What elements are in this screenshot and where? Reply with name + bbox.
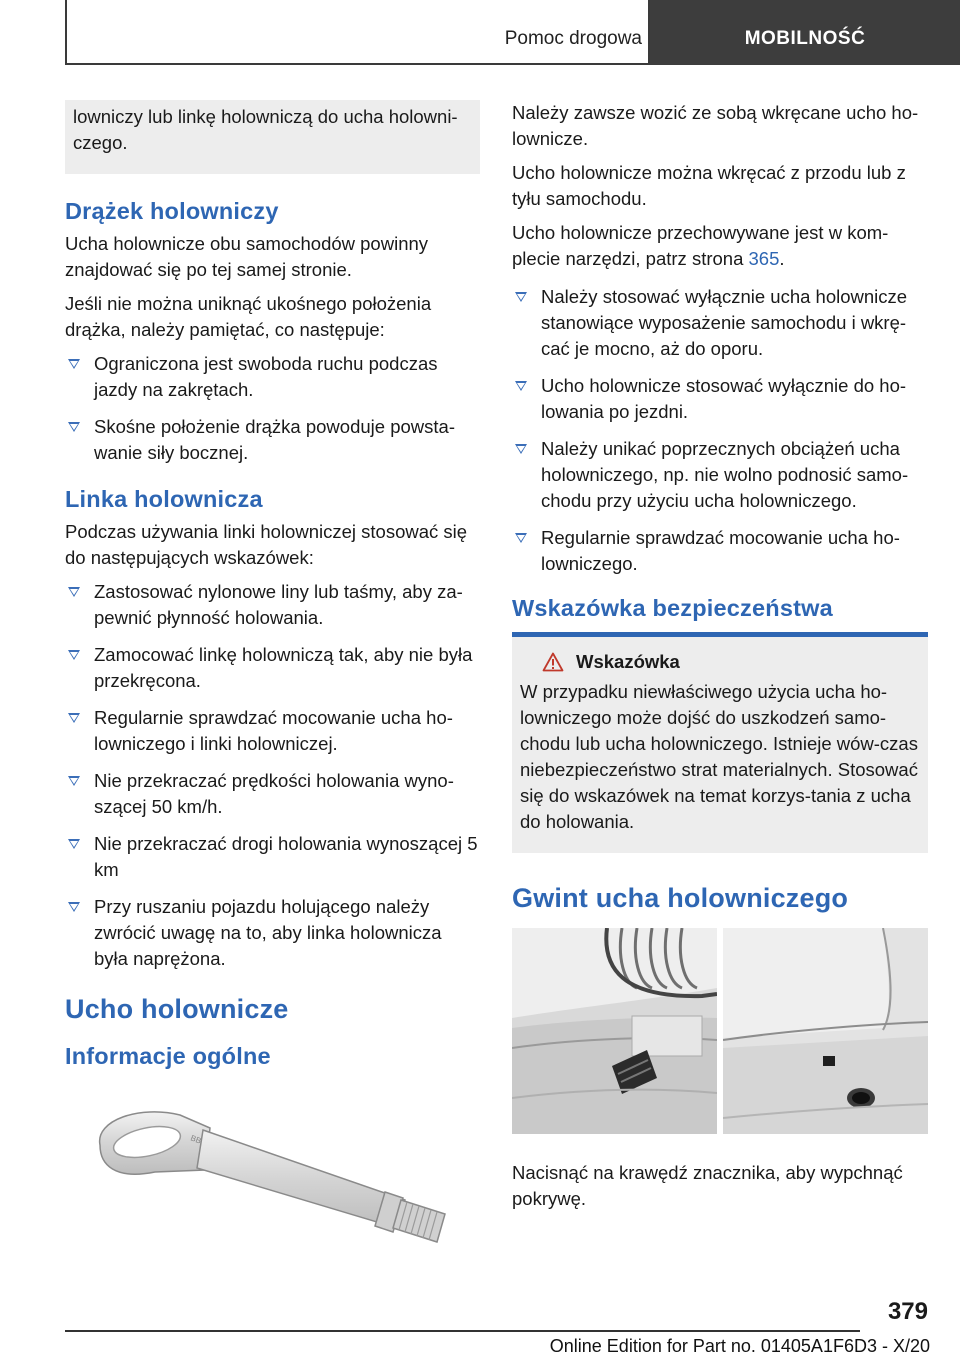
list-item: Regularnie sprawdzać mocowanie ucha ho-lowniczego i linki holowniczej.: [65, 705, 480, 757]
warning-box: [512, 637, 928, 853]
drazek-paragraph-2: Jeśli nie można uniknąć ukośnego położenia drążka, należy pamiętać, co następuje:: [65, 293, 432, 340]
list-item: Ograniczona jest swoboda ruchu podczas jazdy na zakrętach.: [65, 351, 480, 403]
heading-ucho: Ucho holownicze: [65, 994, 289, 1024]
header-section-title: Pomoc drogowa: [504, 28, 642, 49]
drazek-paragraph-1: Ucha holownicze obu samochodów powinny znajdować się po tej samej stronie.: [65, 233, 429, 280]
header-rule-left: [65, 0, 67, 64]
heading-drazek: Drążek holowniczy: [65, 198, 279, 224]
bullet-triangle-icon: [515, 533, 527, 543]
bullet-triangle-icon: [68, 422, 80, 432]
bullet-triangle-icon: [68, 587, 80, 597]
warning-text: W przypadku niewłaściwego użycia ucha ho-lowniczego może dojść do uszkodzeń samo-chodu lub ucha holowniczego. Istnieje wów-czas niebezpieczeństwo strat materialnych. Stosować się do wskazówek na temat korzys-tania z ucha do holowania.: [520, 681, 918, 832]
list-item: Nie przekraczać drogi holowania wynoszącej 5 km: [65, 831, 480, 883]
list-item: Zastosować nylonowe liny lub taśmy, aby za-pewnić płynność holowania.: [65, 579, 480, 631]
bullet-triangle-icon: [68, 650, 80, 660]
ucho-list: [512, 284, 928, 577]
list-item: Zamocować linkę holowniczą tak, aby nie była przekręcona.: [65, 642, 480, 694]
front-bumper-photo: [512, 928, 717, 1134]
list-item: Należy unikać poprzecznych obciążeń ucha holowniczego, np. nie wolno podnosić samo-chodu przy użyciu ucha holowniczego.: [512, 436, 928, 514]
gwint-paragraph: Nacisnąć na krawędź znacznika, aby wypchnąć pokrywę.: [512, 1162, 903, 1209]
rear-bumper-photo: [723, 928, 928, 1134]
heading-safety: Wskazówka bezpieczeństwa: [512, 595, 833, 621]
page-number: 379: [887, 1298, 928, 1325]
header-rule-bottom: [65, 63, 650, 65]
gwint-photos: [512, 928, 928, 1134]
bullet-triangle-icon: [68, 713, 80, 723]
list-item: Nie przekraczać prędkości holowania wyno-szącej 50 km/h.: [65, 768, 480, 820]
list-item: Skośne położenie drążka powoduje powsta-wanie siły bocznej.: [65, 414, 480, 466]
bullet-triangle-icon: [68, 839, 80, 849]
warning-triangle-icon: [542, 652, 564, 672]
heading-gwint: Gwint ucha holowniczego: [512, 883, 849, 913]
bullet-triangle-icon: [68, 902, 80, 912]
bullet-triangle-icon: [515, 381, 527, 391]
tow-hook-illustration: [65, 1100, 480, 1255]
bullet-triangle-icon: [68, 359, 80, 369]
ucho-paragraph-1: Należy zawsze wozić ze sobą wkręcane ucho ho-lownicze.: [512, 102, 919, 149]
linka-paragraph-1: Podczas używania linki holowniczej stosować się do następujących wskazówek:: [65, 521, 468, 568]
warning-title-row: [520, 651, 918, 673]
tow-hook-icon: [85, 1100, 465, 1250]
linka-list: [65, 579, 480, 972]
ucho-paragraph-3: Ucho holownicze przechowywane jest w kom-plecie narzędzi, patrz strona 365.: [512, 222, 889, 269]
continued-note-box: [65, 100, 480, 174]
bullet-triangle-icon: [515, 292, 527, 302]
bullet-triangle-icon: [515, 444, 527, 454]
warning-title: Wskazówka: [576, 651, 680, 672]
left-column: [65, 100, 480, 1255]
list-item: Przy ruszaniu pojazdu holującego należy zwrócić uwagę na to, aby linka holownicza była naprężona.: [65, 894, 480, 972]
subheading-informacje: Informacje ogólne: [65, 1043, 271, 1069]
list-item: Ucho holownicze stosować wyłącznie do ho-lowania po jezdni.: [512, 373, 928, 425]
heading-linka: Linka holownicza: [65, 486, 263, 512]
right-column: [512, 100, 928, 1220]
page-reference-link[interactable]: 365: [748, 248, 780, 269]
list-item: Regularnie sprawdzać mocowanie ucha ho-lowniczego.: [512, 525, 928, 577]
drazek-list: [65, 351, 480, 466]
ucho-paragraph-2: Ucho holownicze można wkręcać z przodu lub z tyłu samochodu.: [512, 162, 906, 209]
continued-note-text: lowniczy lub linkę holowniczą do ucha holowni-czego.: [73, 106, 458, 153]
svg-text:BB: BB: [189, 1133, 203, 1146]
header-chapter-tab: MOBILNOŚĆ: [650, 0, 960, 65]
footer-rule: [65, 1330, 860, 1332]
bullet-triangle-icon: [68, 776, 80, 786]
list-item: Należy stosować wyłącznie ucha holownicze stanowiące wyposażenie samochodu i wkrę-cać je mocno, aż do oporu.: [512, 284, 928, 362]
footer-edition: Online Edition for Part no. 01405A1F6D3 - X/20: [549, 1336, 930, 1356]
